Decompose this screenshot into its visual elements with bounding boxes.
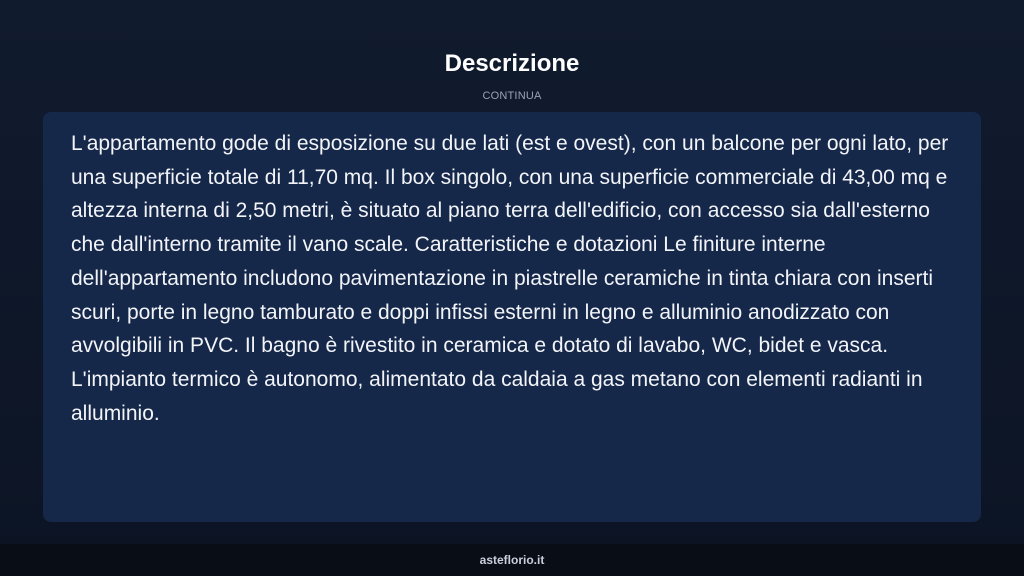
footer-brand: asteflorio.it bbox=[479, 553, 545, 567]
description-text: L'appartamento gode di esposizione su due lati (est e ovest), con un balcone per ogni lato, per una superficie totale di 11,70 mq. Il box singolo, con una superficie commerciale di 43,00 mq e altezza interna di 2,50 metri, è situato al piano terra dell'edificio, con accesso sia dall'esterno che dall'interno tramite il vano scale. Caratteristiche e dotazioni Le finiture interne dell'appartamento includono pavimentazione in piastrelle ceramiche in tinta chiara con inserti scuri, porte in legno tamburato e doppi infissi esterni in legno e alluminio anodizzato con avvolgibili in PVC. Il bagno è rivestito in ceramica e dotato di lavabo, WC, bidet e vasca. L'impianto termico è autonomo, alimentato da caldaia a gas metano con elementi radianti in alluminio. bbox=[71, 132, 949, 425]
footer-bar bbox=[0, 544, 1024, 576]
page-title: Descrizione bbox=[444, 50, 580, 77]
description-card bbox=[43, 112, 981, 522]
continua-label: CONTINUA bbox=[482, 90, 542, 102]
